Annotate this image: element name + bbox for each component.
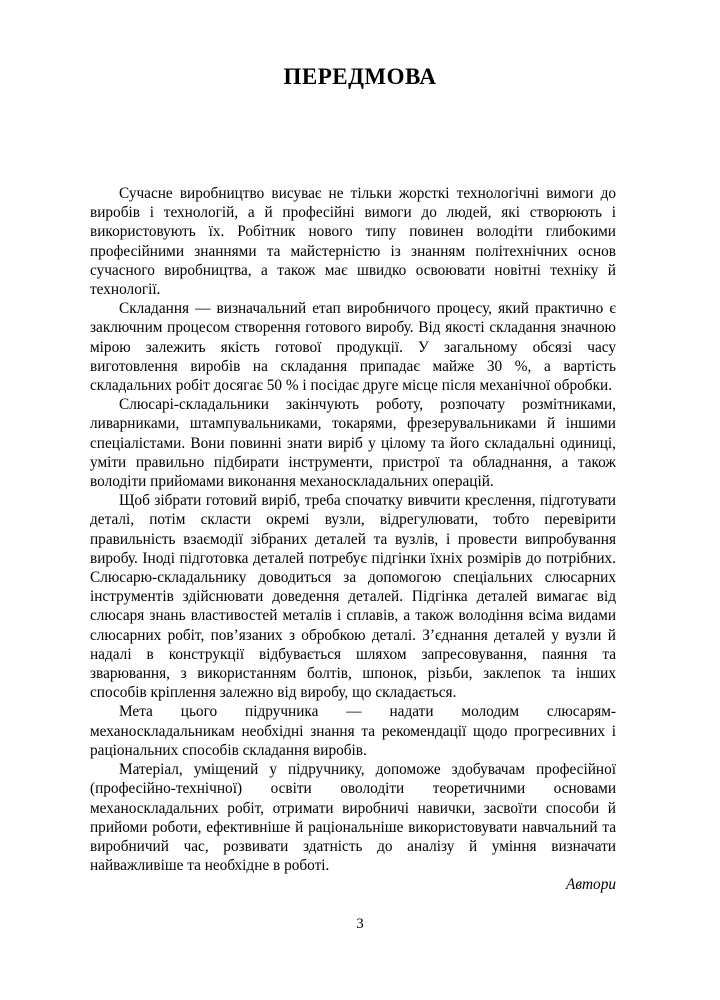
paragraph-5: Мета цього підручника — надати молодим слюсарям-механоскладальникам необхідні знання та рекомендації щодо прогресивних і раціональних способів складання виробів.	[90, 703, 616, 759]
preface-body	[90, 184, 616, 895]
paragraph-1: Сучасне виробництво висуває не тільки жорсткі технологічні вимоги до виробів і технологій, а й професійні вимоги до людей, які створюють і використовують їх. Робітник нового типу повинен володіти глибокими професійними знаннями та майстерністю із знанням політехнічних основ сучасного виробництва, а також має швидко освоювати новітні техніку й технології.	[90, 185, 616, 299]
paragraph-4: Щоб зібрати готовий виріб, треба спочатку вивчити креслення, підготувати деталі, потім скласти окремі вузли, відрегулювати, тобто перевірити правильність взаємодії зібраних деталей та вузлів, і провести випробування виробу. Іноді підготовка деталей потребує підгінки їхніх розмірів до потрібних. Слюсарю-складальнику доводиться за допомогою спеціальних слюсарних інструментів здійснювати доведення деталей. Підгінка деталей вимагає від слюсаря знань властивостей металів і сплавів, а також володіння всіма видами слюсарних робіт, пов’язаних з обробкою деталі. З’єднання деталей у вузли й надалі в конструкції відбувається шляхом запресовування, паяння та зварювання, з використанням болтів, шпонок, різьби, заклепок та інших способів кріплення залежно від виробу, що складається.	[90, 492, 616, 702]
paragraph-2: Складання — визначальний етап виробничого процесу, який практично є заключним процесом створення готового виробу. Від якості складання значною мірою залежить якість готової продукції. У загальному обсязі часу виготовлення виробів на складання припадає майже 30 %, а вартість складальних робіт досягає 50 % і посідає друге місце після механічної обробки.	[90, 300, 616, 395]
paragraph-6: Матеріал, уміщений у підручнику, допоможе здобувачам професійної (професійно-технічної) освіти оволодіти теоретичними основами механоскладальних робіт, отримати виробничі навички, засвоїти способи й прийоми роботи, ефективніше й раціональніше використовувати навчальний та виробничий час, розвивати здатність до аналізу й уміння визначати найважливіше та необхідне в роботі.	[90, 761, 616, 875]
paragraph-3: Слюсарі-складальники закінчують роботу, розпочату розмітниками, ливарниками, штампувальниками, токарями, фрезерувальниками й іншими спеціалістами. Вони повинні знати виріб у цілому та його складальні одиниці, уміти правильно підбирати інструменти, пристрої та обладнання, а також володіти прийомами виконання механоскладальних операцій.	[90, 396, 616, 491]
page-number: 3	[356, 916, 364, 932]
page-title: ПЕРЕДМОВА	[283, 64, 437, 89]
author-signature: Автори	[566, 876, 616, 894]
